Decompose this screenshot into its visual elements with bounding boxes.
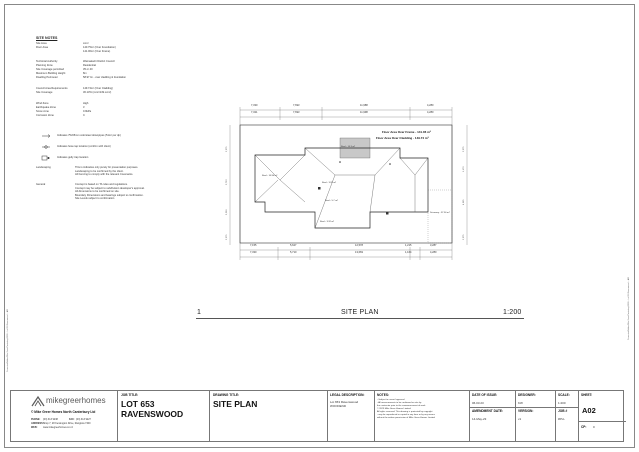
driveway [428, 190, 452, 243]
drawing-caption-scale: 1:200 [503, 309, 522, 316]
bottom-dim-2d: 1,164 [405, 251, 412, 254]
bottom-dim-1e: 3,287 [430, 244, 437, 247]
date-cell [469, 391, 515, 441]
phone-value: (03) 313 9238 [43, 418, 58, 421]
title-block [10, 390, 624, 442]
general-label: General [36, 183, 46, 186]
logo-mark-icon [31, 395, 45, 407]
copyright: © Mike Greer Homes North Canterbury Ltd [31, 410, 96, 414]
scale-label: SCALE: [558, 393, 570, 397]
drawing-title: SITE PLAN [213, 399, 258, 409]
general-line-3: All dimensions to be confirmed on site. [75, 190, 120, 193]
left-dim-a: 2,575 [226, 146, 228, 152]
site-note-value: Residential [83, 64, 96, 67]
site-note-value: xxm² [83, 42, 89, 45]
site-note-label: Floor Area [36, 46, 48, 49]
web-label: WEB: [31, 426, 38, 429]
sheet-cell [578, 391, 625, 441]
roof-label-3: Roof - 3.92 m² [322, 182, 336, 184]
legal-line-2: WOODEND [330, 404, 346, 408]
bottom-dim-1a: 7,155 [250, 244, 257, 247]
legend-symbols [40, 133, 54, 165]
landscaping-line-3: All Fencing to comply with the relevant Covenants. [75, 173, 134, 176]
bottom-dim-1b: 5,627 [290, 244, 297, 247]
roof-lines [255, 148, 428, 228]
legal-label: LEGAL DESCRIPTION: [330, 393, 365, 397]
job-title-cell [117, 391, 209, 441]
notes-label: NOTES: [377, 393, 390, 397]
top-dim-2b: 7,693 [293, 111, 300, 114]
general-line-4: Boundary Dimensions and bearings subject to confirmation. [75, 193, 144, 197]
drawing-title-cell [209, 391, 327, 441]
fixture-markers [318, 161, 391, 214]
top-dim-2c: 11,998 [360, 111, 368, 114]
version-label: VERSION: [518, 409, 534, 413]
roof-label-5: Roof - 3.32 m² [320, 221, 334, 223]
site-note-label: Council Area Requirements [36, 87, 68, 90]
landscaping-line-2: Landscaping to be confirmed by the client. [75, 169, 124, 173]
top-dim-1c: 11,988 [360, 104, 368, 107]
roof-label-2: Roof - 16.90 m² [262, 175, 278, 177]
web-value: www.mikegreerhomes.co.nz [43, 426, 73, 429]
designer-cell [515, 391, 555, 441]
site-note-value: 140.75m² (Over Foundation) [83, 46, 116, 49]
logo-text: mikegreerhomes [46, 396, 106, 405]
landscaping-line-1: This is indicative only purely for presentation purposes. [75, 166, 139, 169]
sheet-label: SHEET: [581, 393, 593, 397]
site-note-label: Wind Zone [36, 102, 49, 105]
site-note-label: Earthquake Zone [36, 106, 56, 109]
side-note: Consented/Builder/Mike Greer/Canterbury/2023/... Lot 653 Ravenswood ... A02 [628, 276, 630, 340]
right-dim-a: 2,575 [463, 146, 465, 152]
note-line: - may be reproduced or copied in any form or by any means [377, 414, 435, 416]
site-note-value: 58.97 lm - over cladding & foundation [83, 76, 126, 79]
right-dim-c: 4,065 [463, 199, 465, 205]
legal-line-1: Lot 653 Ravenswood [330, 400, 359, 404]
general-line-2: Concept may be subject to subdivision developer's approval. [75, 186, 145, 190]
site-note-value: High [83, 102, 89, 105]
note-line: the contractor prior to the commencement of work. [377, 405, 426, 407]
bottom-dim-2b: 5,710 [290, 251, 297, 254]
note-line: without the written permission of Mike Greer Homes Limited [377, 417, 435, 419]
floor-area-frame: Floor Area Over Frame - 141.06 m² [382, 130, 431, 134]
top-dim-1a: 7,330 [251, 104, 258, 107]
amend-date-value: 14-May-23 [472, 417, 487, 421]
job-label: JOB # [558, 409, 568, 413]
site-note-value: 35 or 40 [83, 68, 93, 71]
floor-area-cladding: Floor Area Over Cladding - 149.74 m² [376, 136, 429, 140]
site-note-value: 149.74m² (Over Cladding) [83, 87, 113, 90]
designer-value: KW [518, 401, 523, 405]
bottom-dim-2a: 7,330 [250, 251, 257, 254]
job-title-label: JOB TITLE: [121, 393, 139, 397]
legal-cell [327, 391, 374, 441]
date-value: 06.03.23 [472, 401, 484, 405]
note-line: - Subject to council approval. [377, 399, 406, 401]
down-arrow-icon [42, 135, 50, 138]
site-note-value: 0.9kPa [83, 110, 92, 113]
landscaping-label: Landscaping [36, 166, 51, 169]
site-note-value: 141.06m² (Over Frame) [83, 50, 111, 53]
date-label: DATE OF ISSUE: [472, 393, 498, 397]
bottom-dim-2c: 13,669 [355, 251, 363, 254]
drawing-caption-title: SITE PLAN [341, 309, 379, 316]
site-note-label: Planning Zone [36, 64, 53, 67]
cp-value: 0 [593, 425, 595, 429]
site-note-label: Site Coverage permitted [36, 68, 64, 71]
sheet-value: A02 [582, 406, 596, 415]
fax-value: (03) 313 9227 [76, 418, 91, 421]
note-line: All rights reserved. This drawing is protected by copyright [377, 411, 433, 413]
driveway-label: Driveway - 37.56 m² [430, 212, 450, 214]
company-cell [11, 391, 117, 443]
left-dim-c: 5,300 [226, 209, 228, 215]
note-line: © 2023 Mike Greer Homes Limited [377, 408, 411, 410]
house-footprint [255, 148, 428, 228]
left-dim-b: 3,733 [226, 179, 228, 185]
version-value: v1 [518, 417, 522, 421]
site-note-label: Corrosion Zone [36, 114, 54, 117]
bottom-dim-1c: 12,578 [355, 244, 363, 247]
phone-label: PHONE: [31, 418, 41, 421]
site-note-value: C [83, 114, 85, 117]
roof-label-4: Roof - 5.7 m² [325, 200, 338, 202]
site-plan-drawing [220, 100, 480, 275]
top-dim-1d: 4,280 [427, 104, 434, 107]
left-side-note: Consented/Builder/Mike Greer/Canterbury/2023/... Lot 653 Ravenswood ... A02 [7, 308, 9, 372]
job-title-line-1: LOT 653 [121, 399, 155, 409]
amend-date-label: AMENDMENT DATE: [472, 409, 504, 413]
cp-label: CP: [581, 425, 587, 429]
site-note-label: Site Coverage [36, 91, 53, 94]
site-note-value: Waimakariri District Council [83, 60, 115, 63]
roof-label-1: Roof - 14.3 m² [341, 146, 355, 148]
right-dim-b: 1,170 [463, 166, 465, 172]
top-dim-2a: 7,321 [251, 111, 258, 114]
site-note-label: Snow zone [36, 110, 49, 113]
address-value: Shop 7, 28 Kensington Drive, Rangiora 7400 [43, 422, 91, 425]
general-line-5: Site Levels subject to confirmation [75, 197, 115, 200]
top-dim-1b: 7,693 [293, 104, 300, 107]
general-line-1: Concept is based on TA rules and regulations. [75, 183, 128, 186]
caption-underline [196, 318, 524, 319]
legend-tap-text: Indicates hose tap location (confirm with client) [57, 145, 111, 148]
gully-icon [42, 156, 50, 160]
job-title-line-2: RAVENSWOOD [121, 409, 184, 419]
bottom-dim-2e: 4,280 [430, 251, 437, 254]
job-value: #PH- [558, 417, 565, 421]
address-label: ADDRESS: [31, 422, 44, 425]
site-note-label: Maximum Building Height [36, 72, 66, 75]
note-line: - All measurements to be confirmed on site by [377, 402, 422, 404]
scale-cell [555, 391, 578, 441]
site-note-label: Territorial Authority [36, 60, 58, 63]
site-note-label: Site Area [36, 42, 47, 45]
drawing-title-label: DRAWING TITLE: [213, 393, 240, 397]
left-dim-d: 2,575 [226, 234, 228, 240]
site-notes-heading: SITE NOTES [36, 36, 58, 40]
scale-value: 1:200 [558, 401, 566, 405]
designer-label: DESIGNER: [518, 393, 536, 397]
site-note-label: Dwelling Perimeter [36, 76, 58, 79]
top-dim-2d: 4,280 [427, 111, 434, 114]
site-note-value: 8m [83, 72, 87, 75]
fax-label: FAX: [69, 418, 75, 421]
legend-gully-text: Indicates gully trap location [57, 156, 89, 159]
notes-cell [374, 391, 469, 441]
tap-icon [42, 146, 50, 149]
site-note-value: 3 [83, 106, 85, 109]
site-note-value: 30.13% (xxm²/149.xxm²) [83, 91, 112, 94]
legend-downpipe-text: Indicates 75x65mm colorsteel downpipes (51m² per dp) [57, 134, 121, 137]
right-dim-d: 2,575 [463, 234, 465, 240]
bottom-dim-1d: 1,215 [405, 244, 412, 247]
drawing-number: 1 [197, 309, 202, 316]
